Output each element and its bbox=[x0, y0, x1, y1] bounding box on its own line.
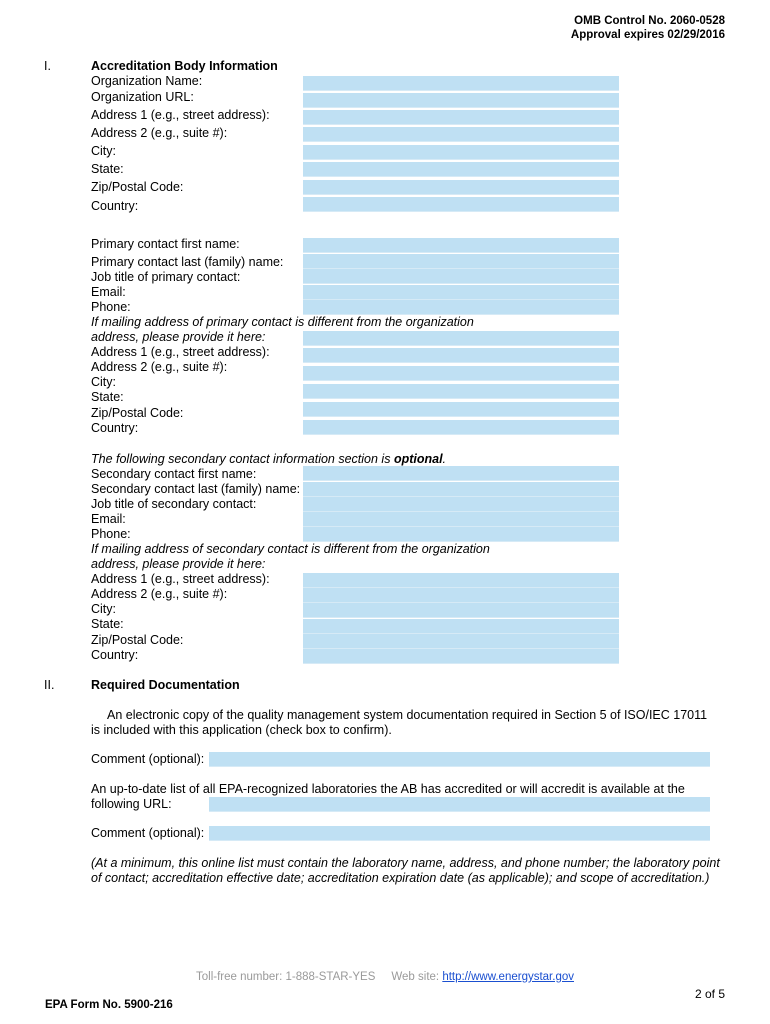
minimum-note-line2: of contact; accreditation effective date; accreditation expiration date (as applicable); and scope of accreditation.) bbox=[91, 871, 710, 885]
primary-city-field[interactable] bbox=[303, 384, 619, 399]
website-label: Web site: bbox=[391, 971, 440, 983]
secondary-phone-label: Phone: bbox=[91, 527, 131, 541]
section-1-number: I. bbox=[44, 59, 51, 73]
primary-state-label: State: bbox=[91, 390, 124, 404]
org-name-label: Organization Name: bbox=[91, 74, 203, 88]
primary-phone-label: Phone: bbox=[91, 300, 131, 314]
secondary-phone-field[interactable] bbox=[303, 527, 619, 542]
primary-job-title-field[interactable] bbox=[303, 269, 619, 284]
page-number: 2 of 5 bbox=[694, 987, 725, 1001]
primary-job-title-label: Job title of primary contact: bbox=[91, 270, 241, 284]
secondary-country-label: Country: bbox=[91, 648, 139, 662]
org-state-field[interactable] bbox=[303, 162, 619, 177]
qms-text-line1: An electronic copy of the quality management system documentation required in Section 5 of ISO/IEC 17011 bbox=[107, 708, 708, 722]
primary-mailing-note-line1: If mailing address of primary contact is different from the organization bbox=[91, 315, 474, 329]
org-address2-label: Address 2 (e.g., suite #): bbox=[91, 126, 228, 140]
primary-country-label: Country: bbox=[91, 421, 139, 435]
primary-address2-label: Address 2 (e.g., suite #): bbox=[91, 360, 228, 374]
lab-list-text-line2: following URL: bbox=[91, 797, 172, 811]
primary-state-field[interactable] bbox=[303, 402, 619, 417]
secondary-address2-field[interactable] bbox=[303, 588, 619, 603]
org-country-label: Country: bbox=[91, 199, 139, 213]
org-state-label: State: bbox=[91, 162, 124, 176]
secondary-city-field[interactable] bbox=[303, 603, 619, 618]
section-2-title: Required Documentation bbox=[91, 678, 240, 692]
primary-mailing-note-line2: address, please provide it here: bbox=[91, 330, 266, 344]
qms-checkbox[interactable] bbox=[91, 709, 102, 720]
section-2-number: II. bbox=[44, 678, 55, 692]
secondary-state-label: State: bbox=[91, 617, 124, 631]
secondary-mailing-note-line2: address, please provide it here: bbox=[91, 557, 266, 571]
secondary-zip-field[interactable] bbox=[303, 634, 619, 649]
minimum-note-line1: (At a minimum, this online list must contain the laboratory name, address, and phone number; the laboratory point bbox=[91, 856, 720, 870]
primary-address1-label: Address 1 (e.g., street address): bbox=[91, 345, 270, 359]
org-address1-field[interactable] bbox=[303, 110, 619, 125]
org-city-field[interactable] bbox=[303, 145, 619, 160]
comment-label-1: Comment (optional): bbox=[91, 752, 205, 766]
org-zip-label: Zip/Postal Code: bbox=[91, 180, 184, 194]
org-country-field[interactable] bbox=[303, 197, 619, 212]
org-zip-field[interactable] bbox=[303, 180, 619, 195]
secondary-zip-label: Zip/Postal Code: bbox=[91, 633, 184, 647]
form-number: EPA Form No. 5900-216 bbox=[45, 999, 173, 1011]
primary-mailing-note-field[interactable] bbox=[303, 331, 619, 346]
secondary-job-title-label: Job title of secondary contact: bbox=[91, 497, 257, 511]
primary-phone-field[interactable] bbox=[303, 300, 619, 315]
secondary-address1-label: Address 1 (e.g., street address): bbox=[91, 572, 270, 586]
comment-label-2: Comment (optional): bbox=[91, 826, 205, 840]
primary-first-name-label: Primary contact first name: bbox=[91, 237, 240, 251]
org-url-label: Organization URL: bbox=[91, 90, 194, 104]
qms-text-line2: is included with this application (check box to confirm). bbox=[91, 723, 392, 737]
secondary-last-name-label: Secondary contact last (family) name: bbox=[91, 482, 301, 496]
secondary-city-label: City: bbox=[91, 602, 116, 616]
secondary-job-title-field[interactable] bbox=[303, 497, 619, 512]
primary-address1-field[interactable] bbox=[303, 348, 619, 363]
omb-control-number: OMB Control No. 2060-0528 bbox=[574, 15, 725, 27]
org-address2-field[interactable] bbox=[303, 127, 619, 142]
secondary-state-field[interactable] bbox=[303, 619, 619, 634]
primary-address2-field[interactable] bbox=[303, 366, 619, 381]
secondary-country-field[interactable] bbox=[303, 649, 619, 664]
lab-list-text-line1: An up-to-date list of all EPA-recognized laboratories the AB has accredited or will accredit is available at the bbox=[91, 782, 685, 796]
org-city-label: City: bbox=[91, 144, 116, 158]
primary-city-label: City: bbox=[91, 375, 116, 389]
secondary-address2-label: Address 2 (e.g., suite #): bbox=[91, 587, 228, 601]
secondary-first-name-field[interactable] bbox=[303, 466, 619, 481]
primary-email-label: Email: bbox=[91, 285, 126, 299]
secondary-intro: The following secondary contact information section is optional. bbox=[91, 452, 447, 466]
primary-email-field[interactable] bbox=[303, 285, 619, 300]
primary-last-name-field[interactable] bbox=[303, 254, 619, 269]
secondary-email-label: Email: bbox=[91, 512, 126, 526]
website-link[interactable]: http://www.energystar.gov bbox=[442, 971, 574, 983]
primary-zip-label: Zip/Postal Code: bbox=[91, 406, 184, 420]
org-name-field[interactable] bbox=[303, 76, 619, 91]
lab-list-url-field[interactable] bbox=[209, 797, 710, 812]
secondary-address1-field[interactable] bbox=[303, 573, 619, 588]
secondary-mailing-note-line1: If mailing address of secondary contact is different from the organization bbox=[91, 542, 490, 556]
secondary-first-name-label: Secondary contact first name: bbox=[91, 467, 257, 481]
primary-country-field[interactable] bbox=[303, 420, 619, 435]
org-address1-label: Address 1 (e.g., street address): bbox=[91, 108, 270, 122]
comment-field-2[interactable] bbox=[209, 826, 710, 841]
secondary-email-field[interactable] bbox=[303, 512, 619, 527]
minimum-requirements-note bbox=[91, 856, 741, 886]
primary-last-name-label: Primary contact last (family) name: bbox=[91, 255, 284, 269]
section-1-title: Accreditation Body Information bbox=[91, 59, 278, 73]
qms-confirmation bbox=[91, 708, 731, 738]
approval-expiry: Approval expires 02/29/2016 bbox=[570, 29, 725, 41]
comment-field-1[interactable] bbox=[209, 752, 710, 767]
org-url-field[interactable] bbox=[303, 93, 619, 108]
footer-contact bbox=[0, 971, 770, 983]
secondary-last-name-field[interactable] bbox=[303, 482, 619, 497]
toll-free-number: Toll-free number: 1-888-STAR-YES bbox=[196, 971, 376, 983]
primary-first-name-field[interactable] bbox=[303, 238, 619, 253]
